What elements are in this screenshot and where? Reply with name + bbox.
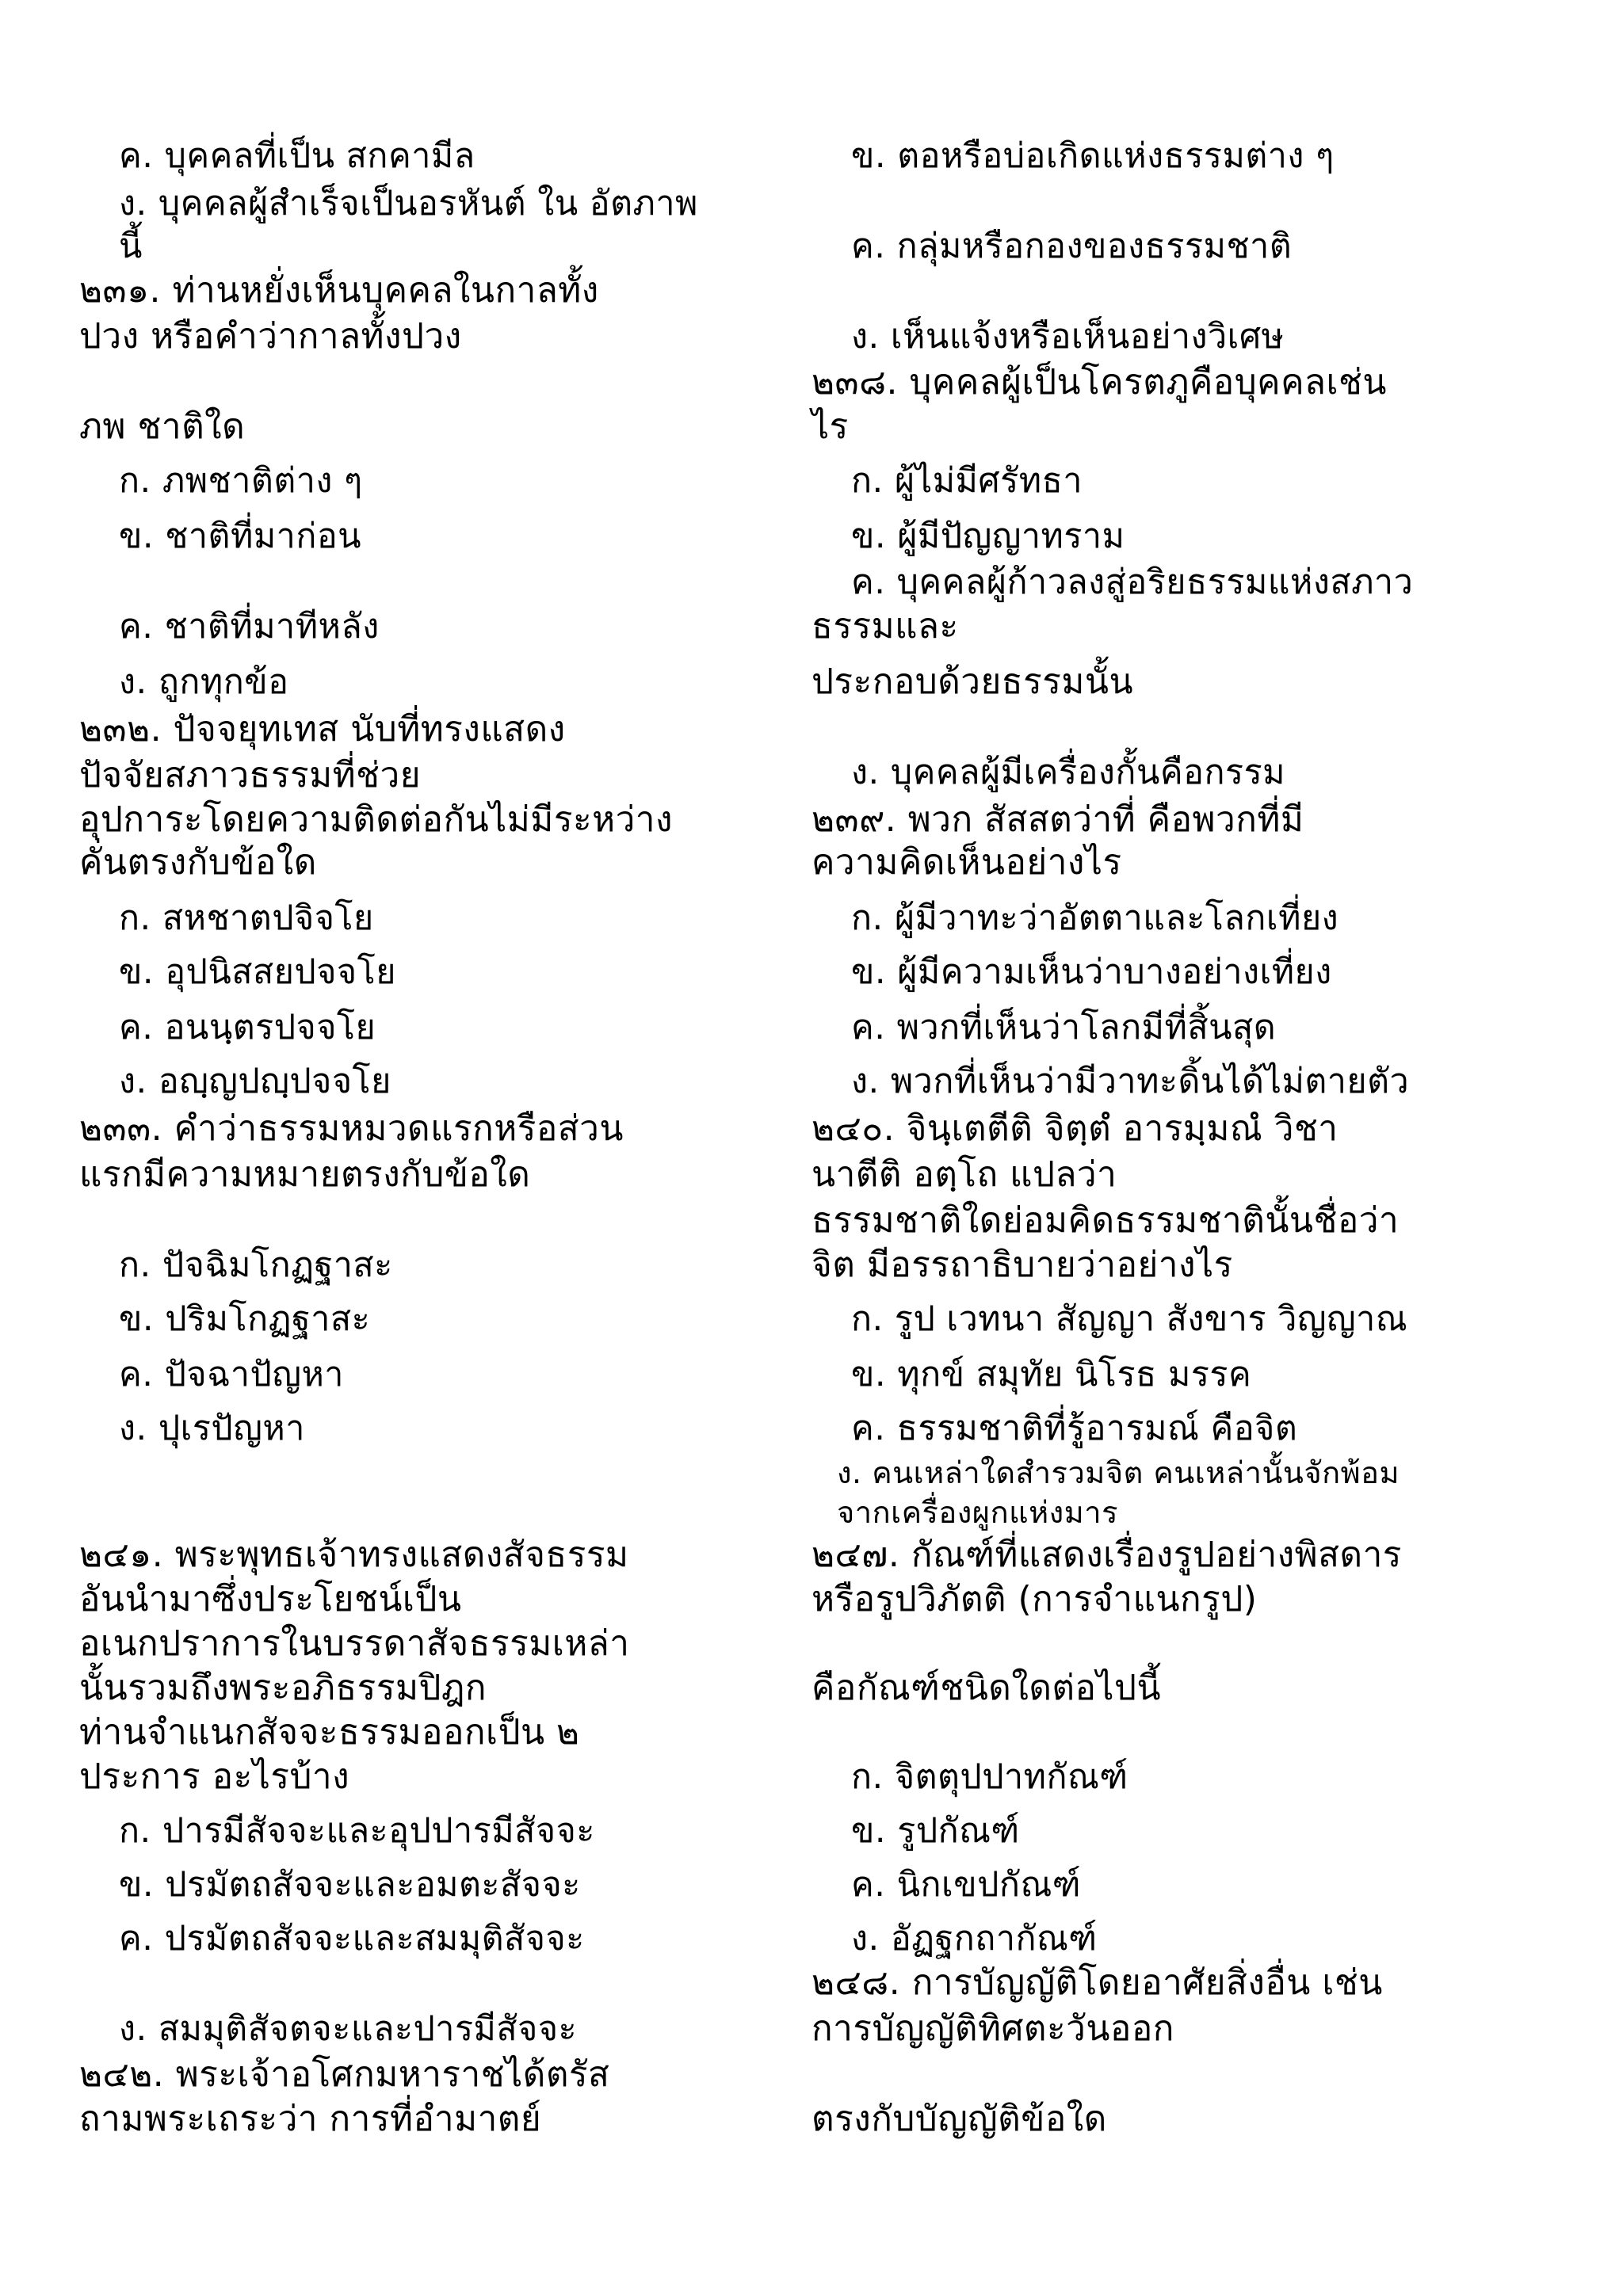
right-column — [812, 0, 1604, 2296]
question-heading: ๒๓๘. บุคคลผู้เป็นโครตภูคือบุคคลเช่น — [812, 362, 1387, 402]
question-text: ปวง หรือคำว่ากาลทั้งปวง — [79, 316, 462, 357]
question-text: ปัจจัยสภาวธรรมที่ช่วย — [79, 755, 422, 795]
question-text: ภพ ชาติใด — [79, 406, 246, 447]
question-heading: ๒๓๒. ปัจจยุทเทส นับที่ทรงแสดง — [79, 709, 566, 749]
answer-option: ง. บุคคลผู้มีเครื่องกั้นคือกรรม — [851, 753, 1286, 792]
answer-option: ข. รูปกัณฑ์ — [851, 1811, 1020, 1851]
text-line: จากเครื่องผูกแห่งมาร — [837, 1495, 1118, 1530]
question-text: ท่านจำแนกสัจจะธรรมออกเป็น ๒ — [79, 1712, 580, 1753]
answer-option: ง. สมมุติสัจตจะและปารมีสัจจะ — [119, 2009, 578, 2049]
question-text: ประการ อะไรบ้าง — [79, 1756, 350, 1797]
answer-option: ก. ผู้มีวาทะว่าอัตตาและโลกเที่ยง — [851, 898, 1339, 938]
text-line: ง. บุคคลผู้สำเร็จเป็นอรหันต์ ใน อัตภาพ — [119, 184, 698, 223]
question-text: อุปการะโดยความติดต่อกันไม่มีระหว่าง — [79, 799, 673, 840]
answer-option: ก. ผู้ไม่มีศรัทธา — [851, 461, 1083, 501]
answer-option: ค. อนนฺตรปจจโย — [119, 1008, 376, 1047]
question-text: คั่นตรงกับข้อใด — [79, 842, 317, 883]
text-line: นี้ — [119, 227, 143, 266]
answer-option: ข. ชาติที่มาก่อน — [119, 517, 362, 556]
answer-option: ก. สหชาตปจิจโย — [119, 898, 374, 938]
answer-option: ค. ธรรมชาติที่รู้อารมณ์ คือจิต — [851, 1409, 1298, 1448]
question-text: หรือรูปวิภัตติ (การจำแนกรูป) — [812, 1579, 1258, 1619]
answer-option: ง. ถูกทุกข้อ — [119, 662, 289, 702]
answer-option: ข. ปริมโกฏฐาสะ — [119, 1299, 371, 1339]
question-heading: ๒๔๘. การบัญญัติโดยอาศัยสิ่งอื่น เช่น — [812, 1962, 1383, 2003]
question-text: การบัญญัติทิศตะวันออก — [812, 2008, 1174, 2049]
answer-option: ค. กลุ่มหรือกองของธรรมชาติ — [851, 227, 1293, 266]
question-text: อเนกปราการในบรรดาสัจธรรมเหล่า — [79, 1623, 630, 1664]
answer-option: ง. ปุเรปัญหา — [119, 1409, 305, 1448]
question-heading: ๒๔๗. กัณฑ์ที่แสดงเรื่องรูปอย่างพิสดาร — [812, 1535, 1402, 1575]
question-text: ถามพระเถระว่า การที่อำมาตย์ — [79, 2099, 542, 2139]
question-heading: ๒๓๓. คำว่าธรรมหมวดแรกหรือส่วน — [79, 1108, 624, 1149]
question-text: จิต มีอรรถาธิบายว่าอย่างไร — [812, 1245, 1233, 1285]
text-line: ธรรมและ — [812, 606, 959, 646]
question-text: นั้นรวมถึงพระอภิธรรมปิฎก — [79, 1668, 487, 1708]
answer-option: ข. ผู้มีความเห็นว่าบางอย่างเที่ยง — [851, 952, 1332, 992]
answer-option: ง. อญฺญปญฺปจจโย — [119, 1062, 391, 1101]
question-text: ความคิดเห็นอย่างไร — [812, 842, 1122, 883]
answer-option: ง. พวกที่เห็นว่ามีวาทะดิ้นได้ไม่ตายตัว — [851, 1062, 1410, 1101]
answer-option: ค. บุคคลผู้ก้าวลงสู่อริยธรรมแห่งสภาว — [851, 563, 1414, 602]
question-text: แรกมีความหมายตรงกับข้อใด — [79, 1154, 531, 1195]
question-heading: ๒๓๙. พวก สัสสตว่าที่ คือพวกที่มี — [812, 799, 1304, 840]
question-text: คือกัณฑ์ชนิดใดต่อไปนี้ — [812, 1668, 1162, 1708]
text-line: ค. บุคคลที่เป็น สกคามีล — [119, 136, 475, 176]
answer-option: ก. รูป เวทนา สัญญา สังขาร วิญญาณ — [851, 1299, 1408, 1339]
answer-option: ค. ปัจฉาปัญหา — [119, 1355, 344, 1394]
question-text: อันนำมาซึ่งประโยชน์เป็น — [79, 1579, 462, 1619]
question-heading: ๒๓๑. ท่านหยั่งเห็นบุคคลในกาลทั้ง — [79, 270, 599, 311]
answer-option: ง. อัฏฐกถากัณฑ์ — [851, 1919, 1098, 1958]
answer-option: ค. นิกเขปกัณฑ์ — [851, 1865, 1082, 1905]
answer-option: ก. ปารมีสัจจะและอุปปารมีสัจจะ — [119, 1811, 595, 1851]
answer-option: ข. ปรมัตถสัจจะและอมตะสัจจะ — [119, 1865, 581, 1905]
answer-option: ก. ปัจฉิมโกฏฐาสะ — [119, 1245, 393, 1285]
answer-option: ข. ทุกข์ สมุทัย นิโรธ มรรค — [851, 1355, 1252, 1394]
question-heading: ๒๔๒. พระเจ้าอโศกมหาราชได้ตรัส — [79, 2054, 610, 2095]
question-heading: ๒๔๑. พระพุทธเจ้าทรงแสดงสัจธรรม — [79, 1535, 629, 1575]
answer-option: ข. อุปนิสสยปจจโย — [119, 952, 396, 992]
question-text: ตรงกับบัญญัติข้อใด — [812, 2099, 1107, 2139]
answer-option: ค. ปรมัตถสัจจะและสมมุติสัจจะ — [119, 1919, 585, 1958]
question-text: ธรรมชาติใดย่อมคิดธรรมชาตินั้นชื่อว่า — [812, 1200, 1400, 1241]
answer-option: ข. ตอหรือบ่อเกิดแห่งธรรมต่าง ๆ — [851, 136, 1335, 176]
question-heading: ๒๔๐. จินฺเตตีติ จิตฺตํ อารมฺมณํ วิชา — [812, 1108, 1338, 1149]
question-text: ไร — [812, 406, 849, 447]
left-column — [79, 0, 792, 2296]
answer-option: ข. ผู้มีปัญญาทราม — [851, 517, 1125, 556]
answer-option: ง. เห็นแจ้งหรือเห็นอย่างวิเศษ — [851, 317, 1285, 357]
answer-option: ค. พวกที่เห็นว่าโลกมีที่สิ้นสุด — [851, 1008, 1277, 1047]
answer-option: ก. ภพชาติต่าง ๆ — [119, 461, 363, 501]
answer-option: ก. จิตตุปปาทกัณฑ์ — [851, 1757, 1128, 1797]
answer-option: ง. คนเหล่าใดสำรวมจิต คนเหล่านั้นจักพ้อม — [837, 1455, 1400, 1490]
answer-option: ค. ชาติที่มาทีหลัง — [119, 607, 380, 646]
question-text: นาตีติ อตฺโถ แปลว่า — [812, 1154, 1117, 1195]
text-line: ประกอบด้วยธรรมนั้น — [812, 662, 1134, 702]
